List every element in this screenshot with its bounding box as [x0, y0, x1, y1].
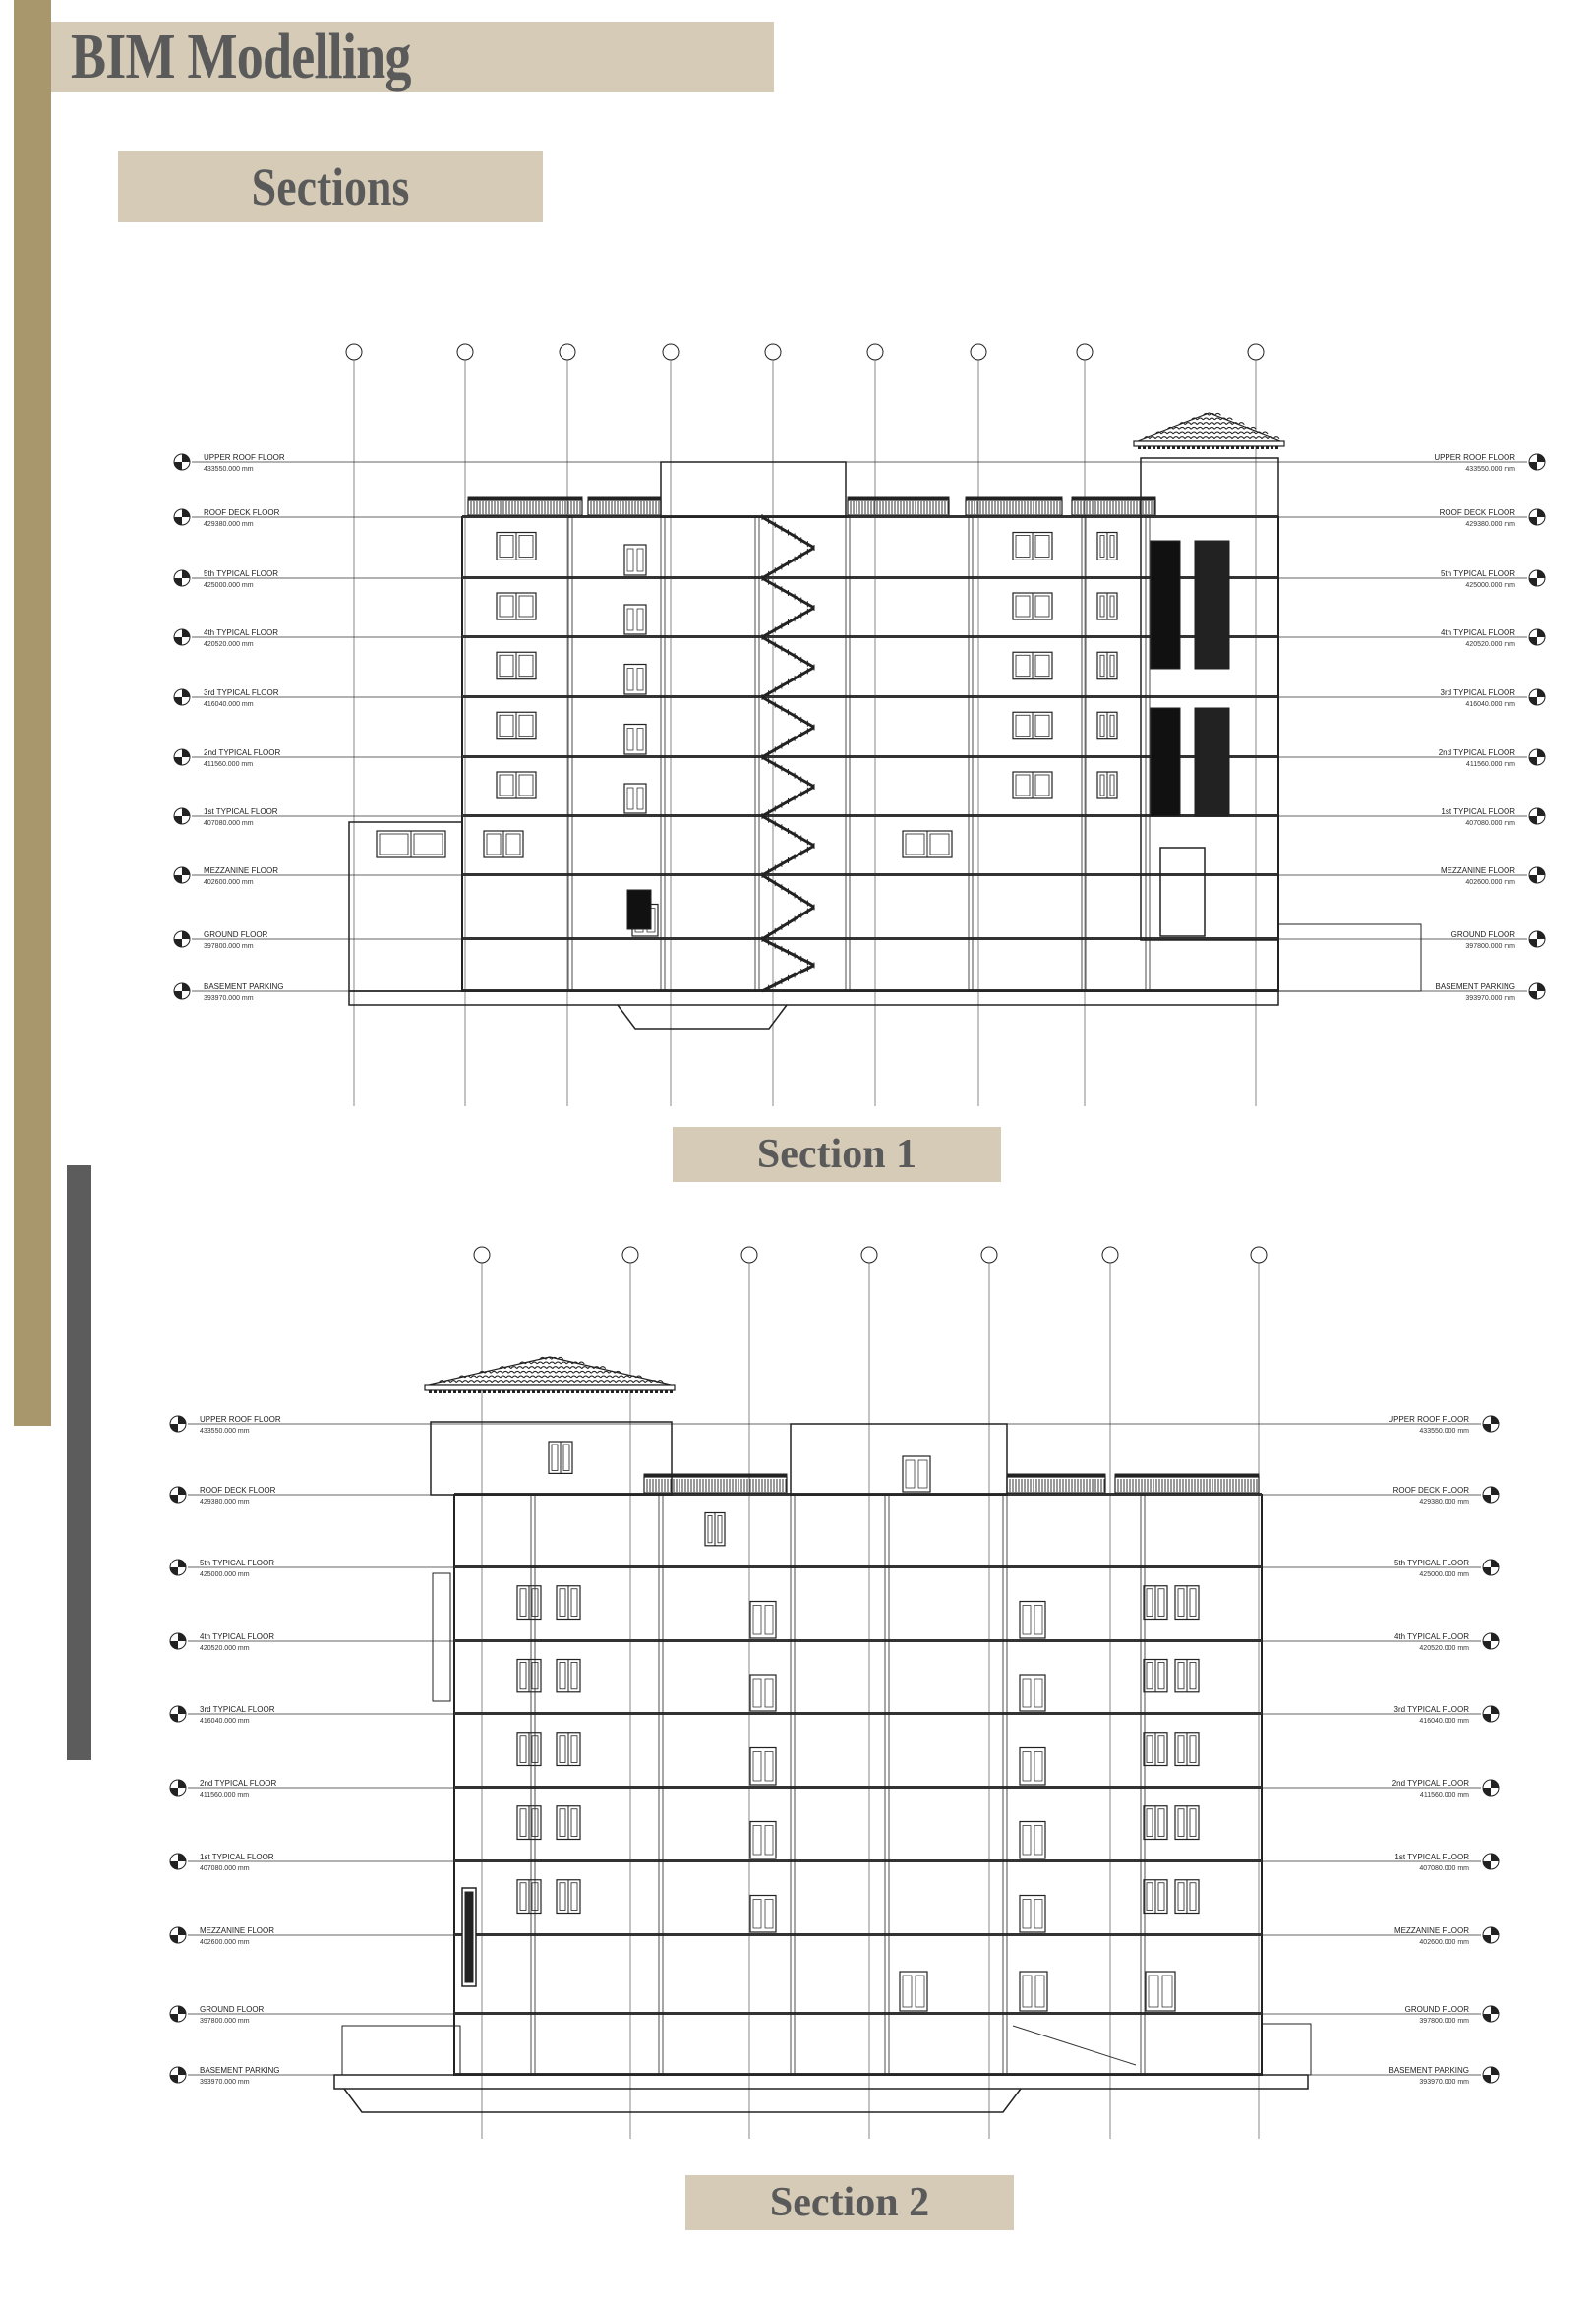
door	[750, 1748, 776, 1786]
level-marker-icon	[1483, 1487, 1499, 1503]
floor-slab	[462, 695, 1278, 698]
grid-bubble	[1102, 1247, 1118, 1263]
level-elevation-left: 411560.000 mm	[200, 1792, 250, 1799]
door	[1020, 1896, 1045, 1933]
interior-wall	[1003, 1495, 1007, 2075]
door	[624, 784, 646, 813]
window	[377, 831, 445, 857]
grid-bubble	[1251, 1247, 1267, 1263]
floor-slab	[462, 873, 1278, 876]
window	[557, 1806, 580, 1840]
level-elevation-left: 402600.000 mm	[204, 879, 254, 886]
level-name-right: 4th TYPICAL FLOOR	[1393, 1632, 1469, 1641]
window	[484, 831, 523, 857]
window	[517, 1660, 541, 1692]
level-name-right: ROOF DECK FLOOR	[1392, 1486, 1469, 1495]
level-name-left: UPPER ROOF FLOOR	[200, 1415, 281, 1424]
level-marker-icon	[1529, 570, 1545, 586]
level-elevation-left: 407080.000 mm	[200, 1865, 250, 1872]
level-marker-icon	[170, 1780, 186, 1796]
level-elevation-right: 416040.000 mm	[1465, 701, 1515, 708]
level-name-right: 2nd TYPICAL FLOOR	[1438, 748, 1515, 757]
level-elevation-right: 407080.000 mm	[1419, 1865, 1469, 1872]
level-name-right: ROOF DECK FLOOR	[1439, 508, 1515, 517]
door	[750, 1675, 776, 1711]
stair-flights	[762, 514, 814, 991]
grid-bubble	[457, 344, 473, 360]
window	[903, 831, 952, 857]
level-name-left: 1st TYPICAL FLOOR	[200, 1853, 274, 1861]
section-1-caption: Section 1	[756, 1132, 917, 1177]
window	[1144, 1660, 1167, 1692]
balustrade	[644, 1474, 787, 1493]
interior-wall	[1141, 1495, 1145, 2075]
level-name-right: 4th TYPICAL FLOOR	[1440, 628, 1515, 637]
window	[557, 1733, 580, 1766]
level-marker-icon	[1483, 2067, 1499, 2083]
level-name-left: 2nd TYPICAL FLOOR	[200, 1779, 277, 1788]
balustrade	[848, 497, 949, 515]
window	[1175, 1586, 1199, 1620]
level-name-left: ROOF DECK FLOOR	[204, 508, 280, 517]
level-marker-icon	[1529, 931, 1545, 947]
grid-bubble	[741, 1247, 757, 1263]
window	[1013, 533, 1052, 560]
tiled-roof	[1134, 413, 1284, 449]
grid-bubble	[867, 344, 883, 360]
level-name-left: 4th TYPICAL FLOOR	[200, 1632, 275, 1641]
window	[497, 533, 536, 560]
level-name-right: 3rd TYPICAL FLOOR	[1440, 688, 1515, 697]
level-elevation-left: 433550.000 mm	[200, 1428, 250, 1435]
level-name-left: 3rd TYPICAL FLOOR	[200, 1705, 275, 1714]
level-marker-icon	[1529, 983, 1545, 999]
level-elevation-left: 411560.000 mm	[204, 761, 254, 768]
interior-wall	[846, 517, 850, 991]
level-name-right: UPPER ROOF FLOOR	[1434, 453, 1515, 462]
window	[1097, 772, 1117, 798]
level-name-right: BASEMENT PARKING	[1389, 2066, 1469, 2075]
stair-core-tower	[791, 1424, 1007, 1495]
ground-floor-door	[627, 890, 651, 929]
level-marker-icon	[1483, 1706, 1499, 1722]
level-name-left: BASEMENT PARKING	[200, 2066, 280, 2075]
interior-wall	[661, 517, 665, 991]
grid-bubble	[622, 1247, 638, 1263]
balustrade	[1115, 1474, 1259, 1493]
level-marker-icon	[1483, 1560, 1499, 1575]
level-elevation-right: 411560.000 mm	[1419, 1792, 1469, 1799]
level-marker-icon	[1483, 1780, 1499, 1796]
door	[1146, 1972, 1175, 2011]
level-marker-icon	[170, 1706, 186, 1722]
level-elevation-left: 429380.000 mm	[200, 1499, 250, 1505]
level-marker-icon	[174, 867, 190, 883]
level-name-right: BASEMENT PARKING	[1435, 982, 1515, 991]
section-2-caption: Section 2	[769, 2180, 930, 2225]
window	[517, 1806, 541, 1840]
level-elevation-left: 393970.000 mm	[204, 995, 254, 1002]
level-name-right: GROUND FLOOR	[1450, 930, 1515, 939]
level-marker-icon	[1483, 1854, 1499, 1869]
level-marker-icon	[1529, 867, 1545, 883]
door	[1020, 1602, 1045, 1639]
window	[497, 772, 536, 798]
grid-bubble	[765, 344, 781, 360]
tower-arched-window	[1151, 541, 1180, 669]
balustrade	[1007, 1474, 1105, 1493]
level-marker-icon	[1529, 689, 1545, 705]
level-name-right: 1st TYPICAL FLOOR	[1394, 1853, 1469, 1861]
window	[1144, 1806, 1167, 1840]
window	[1175, 1806, 1199, 1840]
level-name-left: 3rd TYPICAL FLOOR	[204, 688, 279, 697]
grid-bubble	[981, 1247, 997, 1263]
door	[624, 665, 646, 695]
level-elevation-left: 420520.000 mm	[200, 1645, 250, 1652]
tower-arched-window	[1195, 708, 1229, 816]
level-name-left: GROUND FLOOR	[204, 930, 268, 939]
level-elevation-left: 397800.000 mm	[204, 943, 254, 950]
level-name-right: 5th TYPICAL FLOOR	[1393, 1559, 1469, 1567]
window	[1175, 1880, 1199, 1914]
level-marker-icon	[174, 808, 190, 824]
level-elevation-left: 429380.000 mm	[204, 521, 254, 528]
level-name-right: 1st TYPICAL FLOOR	[1441, 807, 1515, 816]
level-marker-icon	[170, 1633, 186, 1649]
level-elevation-left: 416040.000 mm	[200, 1718, 250, 1725]
stair-core-tower	[661, 462, 846, 517]
balustrade	[468, 497, 582, 515]
level-marker-icon	[170, 1487, 186, 1503]
interior-wall	[659, 1495, 663, 2075]
level-elevation-right: 416040.000 mm	[1419, 1718, 1469, 1725]
level-elevation-right: 397800.000 mm	[1465, 943, 1515, 950]
interior-wall	[531, 1495, 535, 2075]
level-name-left: MEZZANINE FLOOR	[204, 866, 279, 875]
door	[1020, 1675, 1045, 1711]
left-tower-top	[431, 1422, 672, 1495]
window	[1097, 593, 1117, 619]
door	[750, 1896, 776, 1933]
level-marker-icon	[1529, 808, 1545, 824]
section-1-caption-banner	[673, 1127, 1001, 1182]
window	[557, 1660, 580, 1692]
level-elevation-right: 420520.000 mm	[1419, 1645, 1469, 1652]
window	[497, 593, 536, 619]
door	[1020, 1748, 1045, 1786]
window	[1013, 772, 1052, 798]
interior-wall	[885, 1495, 889, 2075]
window	[497, 712, 536, 738]
level-elevation-right: 429380.000 mm	[1419, 1499, 1469, 1505]
level-elevation-right: 402600.000 mm	[1465, 879, 1515, 886]
level-name-right: MEZZANINE FLOOR	[1440, 866, 1515, 875]
section-1-drawing	[174, 344, 1545, 1106]
level-marker-icon	[174, 749, 190, 765]
level-elevation-left: 397800.000 mm	[200, 2018, 250, 2025]
window	[497, 652, 536, 678]
level-marker-icon	[174, 983, 190, 999]
level-marker-icon	[174, 931, 190, 947]
level-marker-icon	[174, 509, 190, 525]
level-name-right: UPPER ROOF FLOOR	[1388, 1415, 1469, 1424]
window	[1013, 593, 1052, 619]
level-name-right: 5th TYPICAL FLOOR	[1440, 569, 1515, 578]
level-elevation-left: 407080.000 mm	[204, 820, 254, 827]
grid-bubble	[1077, 344, 1093, 360]
page-subtitle: Sections	[251, 157, 410, 216]
interior-wall	[1146, 517, 1150, 991]
level-marker-icon	[1483, 1633, 1499, 1649]
level-name-left: 5th TYPICAL FLOOR	[200, 1559, 275, 1567]
level-elevation-right: 407080.000 mm	[1465, 820, 1515, 827]
entrance-portal	[1160, 848, 1205, 936]
level-elevation-left: 425000.000 mm	[200, 1571, 250, 1578]
grid-bubble	[1248, 344, 1264, 360]
window	[1097, 712, 1117, 738]
level-marker-icon	[1529, 749, 1545, 765]
level-name-right: GROUND FLOOR	[1404, 2005, 1469, 2014]
grid-bubble	[474, 1247, 490, 1263]
level-marker-icon	[1483, 2006, 1499, 2022]
window	[557, 1880, 580, 1914]
window	[1175, 1733, 1199, 1766]
interior-wall	[755, 517, 759, 991]
left-basement-extension	[342, 2026, 460, 2075]
level-elevation-left: 420520.000 mm	[204, 641, 254, 648]
level-marker-icon	[1529, 509, 1545, 525]
balustrade	[588, 497, 661, 515]
level-elevation-right: 429380.000 mm	[1465, 521, 1515, 528]
door	[1020, 1822, 1045, 1859]
window	[517, 1880, 541, 1914]
level-name-left: UPPER ROOF FLOOR	[204, 453, 285, 462]
level-elevation-right: 425000.000 mm	[1419, 1571, 1469, 1578]
window	[1013, 712, 1052, 738]
corner-tower	[1141, 458, 1278, 940]
foundation-slab	[349, 991, 1278, 1005]
section-2-drawing	[170, 1247, 1499, 2139]
level-name-right: 3rd TYPICAL FLOOR	[1393, 1705, 1469, 1714]
tower-arched-window	[1151, 708, 1180, 816]
level-name-left: 1st TYPICAL FLOOR	[204, 807, 278, 816]
window	[1097, 652, 1117, 678]
level-marker-icon	[1529, 629, 1545, 645]
tall-left-window-glazing	[465, 1892, 473, 1982]
level-elevation-right: 393970.000 mm	[1465, 995, 1515, 1002]
interior-wall	[791, 1495, 795, 2075]
level-marker-icon	[170, 1927, 186, 1943]
interior-wall	[969, 517, 973, 991]
level-marker-icon	[170, 1416, 186, 1432]
level-elevation-left: 433550.000 mm	[204, 466, 254, 473]
page-title: BIM Modelling	[71, 21, 411, 92]
window	[1097, 533, 1117, 560]
tiled-roof	[425, 1357, 675, 1393]
window	[1013, 652, 1052, 678]
tower-arched-window	[1195, 541, 1229, 669]
balustrade	[966, 497, 1062, 515]
basement-ramp	[1013, 2026, 1136, 2065]
grid-bubble	[971, 344, 986, 360]
level-elevation-left: 393970.000 mm	[200, 2079, 250, 2086]
right-ground-extension	[1278, 924, 1421, 991]
door	[903, 1456, 930, 1492]
level-marker-icon	[1483, 1927, 1499, 1943]
level-elevation-right: 433550.000 mm	[1419, 1428, 1469, 1435]
window	[517, 1733, 541, 1766]
right-basement-extension	[1262, 2024, 1311, 2075]
foundation-pit	[618, 1005, 787, 1029]
level-elevation-left: 425000.000 mm	[204, 582, 254, 589]
grid-bubble	[861, 1247, 877, 1263]
grid-bubble	[560, 344, 575, 360]
level-elevation-right: 393970.000 mm	[1419, 2079, 1469, 2086]
level-elevation-right: 425000.000 mm	[1465, 582, 1515, 589]
level-elevation-left: 402600.000 mm	[200, 1939, 250, 1946]
level-elevation-right: 433550.000 mm	[1465, 466, 1515, 473]
level-elevation-right: 402600.000 mm	[1419, 1939, 1469, 1946]
door	[900, 1972, 927, 2011]
level-marker-icon	[1529, 454, 1545, 470]
level-name-right: MEZZANINE FLOOR	[1393, 1926, 1469, 1935]
door	[750, 1822, 776, 1859]
level-marker-icon	[170, 2006, 186, 2022]
level-name-left: 5th TYPICAL FLOOR	[204, 569, 279, 578]
door	[624, 725, 646, 755]
level-marker-icon	[170, 1854, 186, 1869]
door	[750, 1602, 776, 1639]
level-name-left: 4th TYPICAL FLOOR	[204, 628, 279, 637]
grid-bubble	[663, 344, 679, 360]
foundation-pit	[344, 2089, 1021, 2112]
level-marker-icon	[170, 1560, 186, 1575]
level-name-left: ROOF DECK FLOOR	[200, 1486, 276, 1495]
window	[1144, 1880, 1167, 1914]
foundation-slab	[334, 2075, 1308, 2089]
window	[1144, 1586, 1167, 1620]
level-elevation-right: 420520.000 mm	[1465, 641, 1515, 648]
level-marker-icon	[174, 570, 190, 586]
window	[549, 1442, 572, 1473]
level-marker-icon	[174, 689, 190, 705]
level-name-left: BASEMENT PARKING	[204, 982, 284, 991]
window	[1175, 1660, 1199, 1692]
side-stair-column	[433, 1573, 450, 1701]
level-name-right: 2nd TYPICAL FLOOR	[1391, 1779, 1469, 1788]
level-marker-icon	[1483, 1416, 1499, 1432]
level-elevation-right: 411560.000 mm	[1465, 761, 1515, 768]
level-elevation-left: 416040.000 mm	[204, 701, 254, 708]
section-2-caption-banner	[685, 2175, 1014, 2230]
level-name-left: MEZZANINE FLOOR	[200, 1926, 275, 1935]
level-marker-icon	[174, 629, 190, 645]
door	[624, 605, 646, 634]
interior-wall	[568, 517, 572, 991]
window	[517, 1586, 541, 1620]
door	[1020, 1972, 1047, 2011]
interior-wall	[1082, 517, 1086, 991]
window	[557, 1586, 580, 1620]
level-name-left: 2nd TYPICAL FLOOR	[204, 748, 281, 757]
window	[705, 1513, 725, 1546]
grid-bubble	[346, 344, 362, 360]
level-name-left: GROUND FLOOR	[200, 2005, 265, 2014]
level-marker-icon	[174, 454, 190, 470]
level-marker-icon	[170, 2067, 186, 2083]
window	[1144, 1733, 1167, 1766]
door	[624, 545, 646, 575]
level-elevation-right: 397800.000 mm	[1419, 2018, 1469, 2025]
